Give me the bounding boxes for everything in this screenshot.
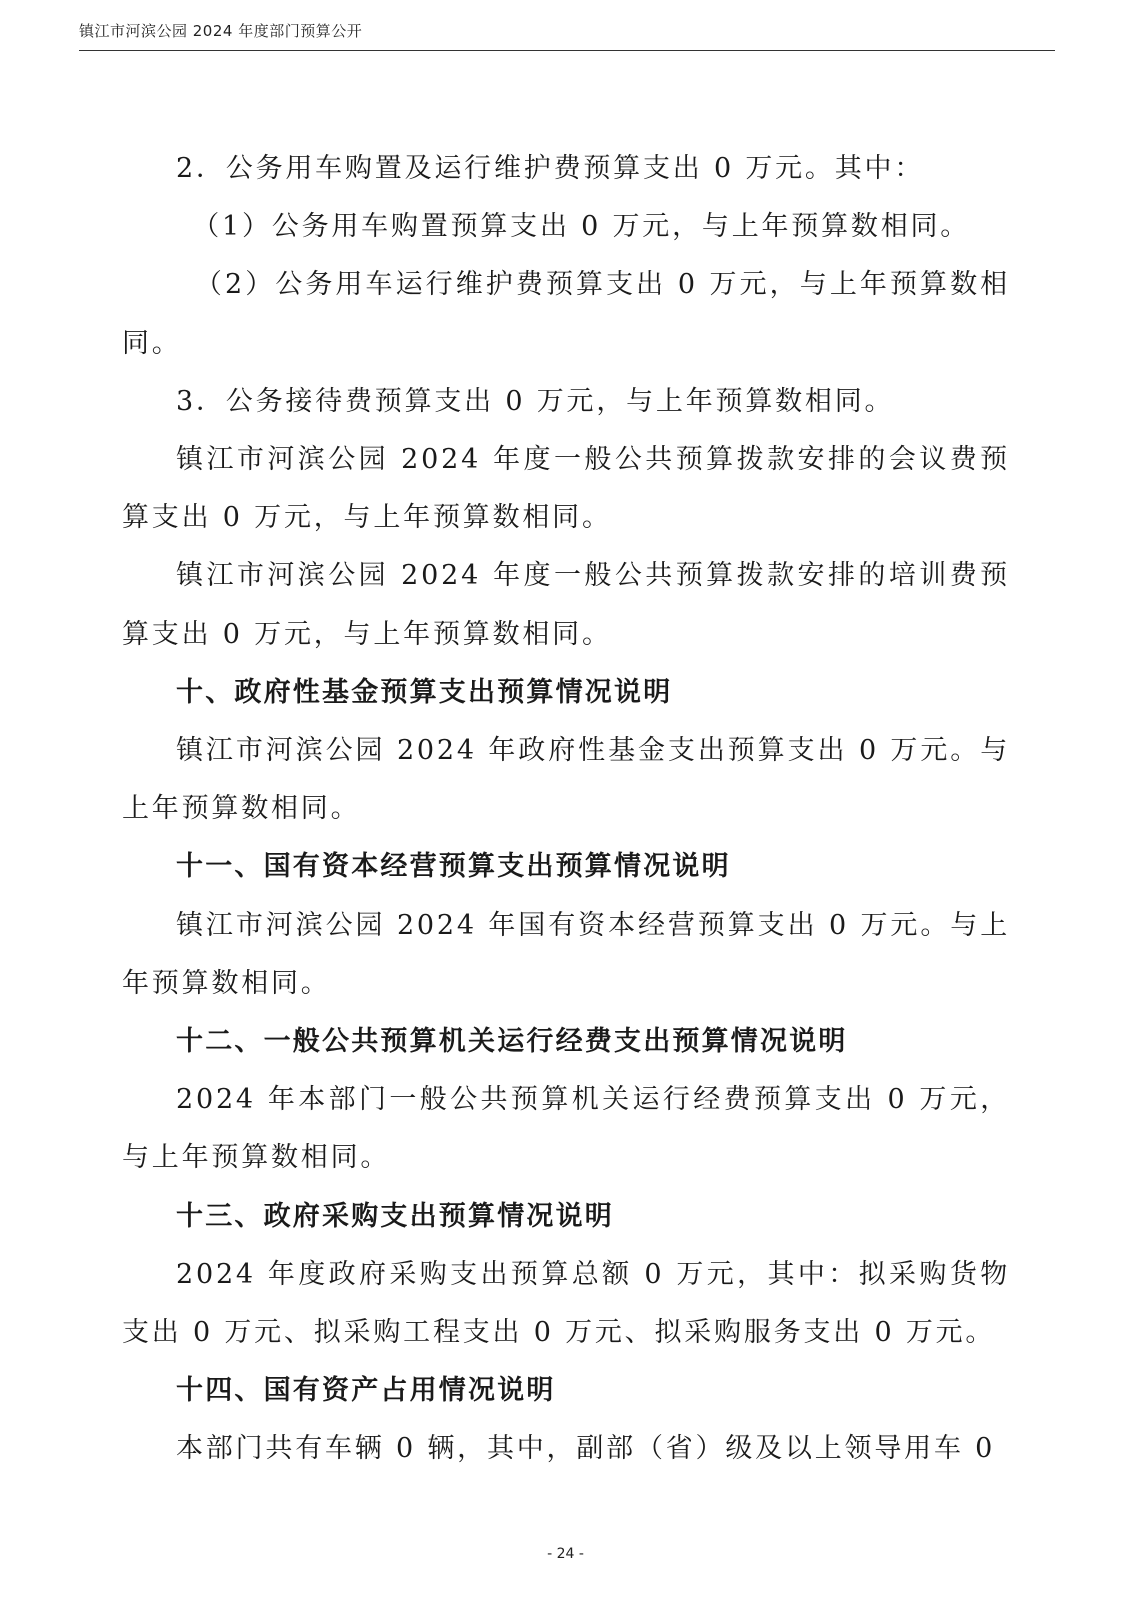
- paragraph-vehicle-maintenance: （2）公务用车运行维护费预算支出 0 万元，与上年预算数相同。: [122, 269, 1010, 359]
- paragraph-government-fund: 镇江市河滨公园 2024 年政府性基金支出预算支出 0 万元。与上年预算数相同。: [122, 735, 1010, 825]
- paragraph-meeting-fee: 镇江市河滨公园 2024 年度一般公共预算拨款安排的会议费预算支出 0 万元，与上年预算数相同。: [122, 444, 1010, 534]
- paragraph-training-fee: 镇江市河滨公园 2024 年度一般公共预算拨款安排的培训费预算支出 0 万元，与上年预算数相同。: [122, 560, 1010, 650]
- heading-section-13: 十三、政府采购支出预算情况说明: [176, 1200, 614, 1232]
- paragraph-procurement: 2024 年度政府采购支出预算总额 0 万元，其中：拟采购货物支出 0 万元、拟采购工程支出 0 万元、拟采购服务支出 0 万元。: [122, 1258, 1010, 1349]
- heading-section-14: 十四、国有资产占用情况说明: [176, 1375, 556, 1407]
- paragraph-vehicle-purchase: （1）公务用车购置预算支出 0 万元，与上年预算数相同。: [192, 211, 971, 243]
- page-number: - 24 -: [547, 1546, 584, 1562]
- paragraph-state-capital: 镇江市河滨公园 2024 年国有资本经营预算支出 0 万元。与上年预算数相同。: [122, 909, 1010, 999]
- paragraph-state-assets: 本部门共有车辆 0 辆，其中，副部（省）级及以上领导用车 0: [176, 1433, 996, 1465]
- document-body: [122, 140, 1010, 1479]
- heading-section-11: 十一、国有资本经营预算支出预算情况说明: [176, 851, 731, 883]
- paragraph-reception: 3．公务接待费预算支出 0 万元，与上年预算数相同。: [176, 385, 895, 417]
- paragraph-operating-expenses: 2024 年本部门一般公共预算机关运行经费预算支出 0 万元，与上年预算数相同。: [122, 1084, 1010, 1174]
- heading-section-12: 十二、一般公共预算机关运行经费支出预算情况说明: [176, 1026, 848, 1058]
- heading-section-10: 十、政府性基金预算支出预算情况说明: [176, 676, 673, 708]
- paragraph-vehicle-total: 2．公务用车购置及运行维护费预算支出 0 万元。其中：: [176, 153, 925, 184]
- running-header: 镇江市河滨公园 2024 年度部门预算公开: [79, 20, 1055, 51]
